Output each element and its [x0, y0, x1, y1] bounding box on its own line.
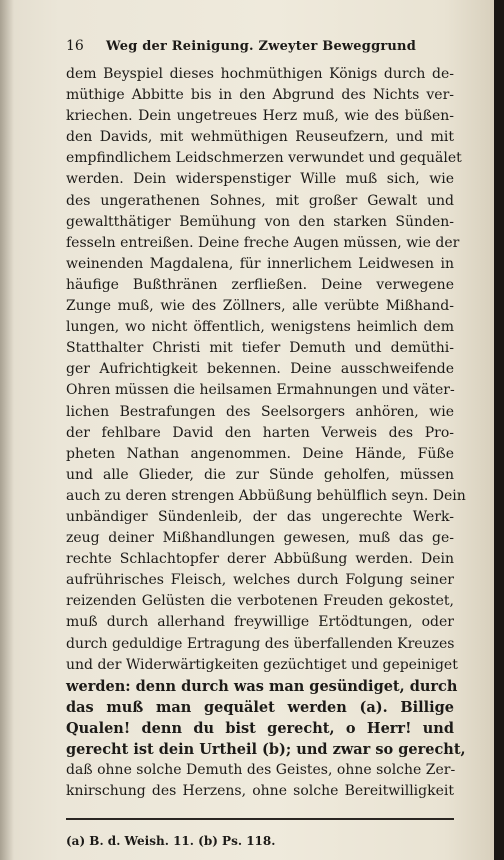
text-line: Ohren müssen die heilsamen Ermahnungen und väter- [66, 382, 455, 399]
text-line: lichen Bestrafungen des Seelsorgers anhören, wie [66, 403, 454, 420]
text-line: dem Beyspiel dieses hochmüthigen Königs durch de- [66, 66, 454, 82]
body-text [66, 64, 466, 802]
text-line: fesseln entreißen. Deine freche Augen müssen, wie der [66, 234, 460, 251]
text-line: gewaltthätiger Bemühung von den starken Sünden- [66, 213, 454, 230]
text-line: den Davids, mit wehmüthigen Reuseufzern, und mit [66, 129, 454, 146]
text-line: lungen, wo nicht öffentlich, wenigstens heimlich dem [66, 319, 454, 336]
text-line: unbändiger Sündenleib, der das ungerechte Werk- [66, 508, 454, 525]
text-line: und der Widerwärtigkeiten gezüchtiget und gepeiniget [66, 656, 458, 673]
running-head: Weg der Reinigung. Zweyter Beweggrund [106, 39, 416, 54]
text-line: gerecht ist dein Urtheil (b); und zwar so gerecht, [66, 741, 466, 758]
text-line: werden. Dein widerspenstiger Wille muß sich, wie [66, 171, 454, 188]
text-line: muß durch allerhand freywillige Ertödtungen, oder [66, 614, 454, 631]
text-line: weinenden Magdalena, für innerlichem Leidwesen in [66, 255, 454, 272]
text-line: der fehlbare David den harten Verweis des Pro- [66, 424, 454, 441]
text-line: des ungerathenen Sohnes, mit großer Gewalt und [66, 192, 454, 209]
text-line: Qualen! denn du bist gerecht, o Herr! und [66, 719, 454, 737]
text-line: auch zu deren strengen Abbüßung behülflich seyn. Dein [66, 487, 466, 504]
text-line: das muß man gequälet werden (a). Billige [66, 698, 454, 716]
text-line: daß ohne solche Demuth des Geistes, ohne solche Zer- [66, 762, 456, 779]
text-line: durch geduldige Ertragung des überfallenden Kreuzes [66, 635, 455, 652]
footnotes: (a) B. d. Weish. 11. (b) Ps. 118. [66, 834, 276, 849]
text-line: zeug deiner Mißhandlungen gewesen, muß das ge- [66, 530, 454, 547]
text-line: und alle Glieder, die zur Sünde geholfen, müssen [66, 466, 454, 483]
text-line: häufige Bußthränen zerfließen. Deine verwegene [66, 276, 454, 293]
page-header [66, 38, 454, 60]
text-line: müthige Abbitte bis in den Abgrund des Nichts ver- [66, 87, 454, 104]
page-number: 16 [66, 38, 84, 54]
text-line: aufrührisches Fleisch, welches durch Folgung seiner [66, 572, 454, 589]
text-line: Statthalter Christi mit tiefer Demuth und demüthi- [66, 340, 454, 357]
text-line: pheten Nathan angenommen. Deine Hände, Füße [66, 445, 454, 462]
text-line: werden: denn durch was man gesündiget, durch [66, 677, 458, 695]
text-line: reizenden Gelüsten die verbotenen Freuden gekostet, [66, 593, 454, 610]
text-line: kriechen. Dein ungetreues Herz muß, wie des büßen- [66, 108, 454, 125]
text-line: ger Aufrichtigkeit bekennen. Deine ausschweifende [66, 361, 454, 378]
text-line: knirschung des Herzens, ohne solche Bereitwilligkeit [66, 783, 454, 800]
gutter-shadow [0, 0, 14, 860]
text-line: empfindlichem Leidschmerzen verwundet und gequälet [66, 150, 462, 167]
text-line: rechte Schlachtopfer derer Abbüßung werden. Dein [66, 551, 454, 568]
text-line: Zunge muß, wie des Zöllners, alle verübte Mißhand- [66, 298, 454, 315]
footnote-rule [66, 818, 454, 820]
